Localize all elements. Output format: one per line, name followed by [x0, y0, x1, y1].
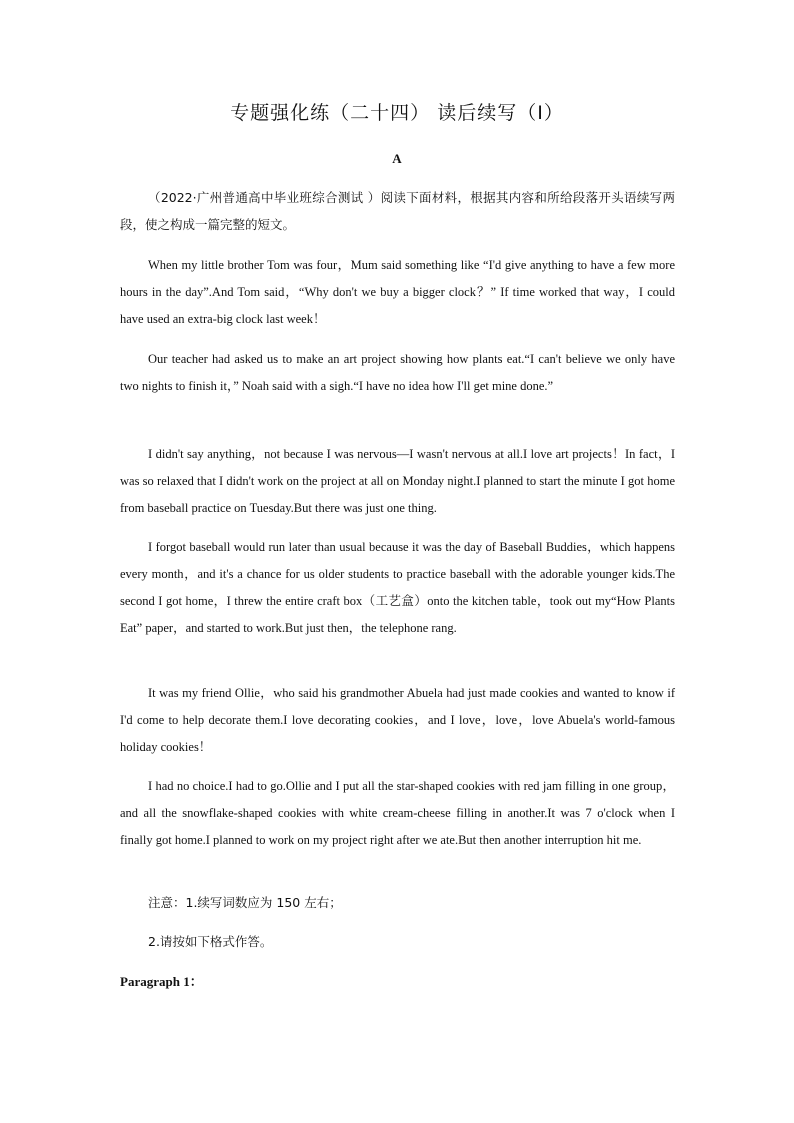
paragraph-1-label: Paragraph 1：	[120, 974, 203, 989]
section-heading: A	[392, 151, 402, 166]
instruction-text: （2022·广州普通高中毕业班综合测试 ）阅读下面材料，根据其内容和所给段落开头语续写两段，使之构成一篇完整的短文。	[120, 190, 675, 232]
story-paragraph-2: Our teacher had asked us to make an art project showing how plants eat.“I can't believe we only have two nights to finish it，” Noah said with a sigh.“I have no idea how I'll get mine done.”	[120, 352, 675, 393]
story-paragraph-5: It was my friend Ollie，who said his grandmother Abuela had just made cookies and wanted to know if I'd come to help decorate them.I love decorating cookies，and I love，love，love Abuela's world-famous holiday cookies！	[120, 686, 675, 754]
story-paragraph-6: I had no choice.I had to go.Ollie and I put all the star-shaped cookies with red jam filling in one group，and all the snowflake-shaped cookies with white cream-cheese filling in another.It was 7 o'clock when I finally got home.I planned to work on my project right after we ate.But then another interruption hit me.	[120, 779, 675, 847]
note-word-count: 注意：1.续写词数应为 150 左右；	[148, 895, 342, 910]
page-title: 专题强化练（二十四） 读后续写（Ⅰ）	[230, 102, 564, 124]
note-format: 2.请按如下格式作答。	[148, 934, 273, 949]
story-paragraph-3: I didn't say anything，not because I was nervous—I wasn't nervous at all.I love art projects！In fact，I was so relaxed that I didn't work on the project at all on Monday night.I planned to start the minute I got home from baseball practice on Tuesday.But there was just one thing.	[120, 447, 675, 515]
story-paragraph-4: I forgot baseball would run later than usual because it was the day of Baseball Buddies，which happens every month，and it's a chance for us older students to practice baseball with the adorable younger kids.The second I got home，I threw the entire craft box（工艺盒）onto the kitchen table，took out my“How Plants Eat” paper，and started to work.But just then，the telephone rang.	[120, 540, 675, 635]
story-paragraph-1: When my little brother Tom was four，Mum said something like “I'd give anything to have a few more hours in the day”.And Tom said，“Why don't we buy a bigger clock？” If time worked that way，I could have used an extra-big clock last week！	[120, 258, 675, 326]
